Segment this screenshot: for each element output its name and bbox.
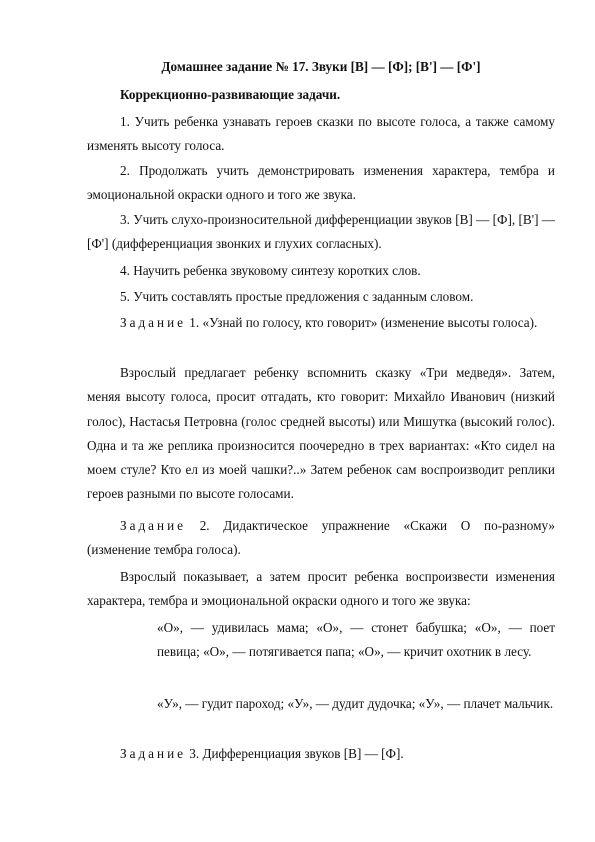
example-quote-1: «О», — удивилась мама; «О», — стонет бабушка; «О», — поет певица; «О», — потягивается папа; «О», — кричит охотник в лесу. [157,620,555,660]
exercise-1-body: Взрослый предлагает ребенку вспомнить сказку «Три медведя». Затем, меняя высоту голоса, просит отгадать, кто говорит: Михайло Иванович (низкий голос), Настасья Петровна (голос средней высоты) или Мишутка (высокий голос). Одна и та же реплика произносится поочередно в трех вариантах: «Кто сидел на моем стуле? Кто ел из моей чашки?..» Затем ребенок сам воспроизводит реплики героев разными по высоте голосами. [87,365,555,502]
page-title: Домашнее задание № 17. Звуки [В] — [Ф]; [В'] — [Ф'] [161,59,481,74]
task-item-1: 1. Учить ребенка узнавать героев сказки по высоте голоса, а также самому изменять высоту голоса. [87,114,555,154]
task-item-2: 2. Продолжать учить демонстрировать изменения характера, тембра и эмоциональной окраски одного и того же звука. [87,163,555,203]
exercise-text: 2. Дидактическое упражнение «Скажи О по-разному» (изменение тембра голоса). [87,518,555,558]
exercise-1-heading [87,311,555,335]
exercise-2-heading [87,514,555,563]
exercise-label: Задание [120,746,186,761]
task-item-3: 3. Учить слухо-произносительной дифференциации звуков [В] — [Ф], [В'] — [Ф'] (дифференциация звонких и глухих согласных). [87,212,555,252]
task-item-5: 5. Учить составлять простые предложения с заданным словом. [120,289,474,304]
exercise-label: Задание [120,315,186,330]
example-quote-2: «У», — гудит пароход; «У», — дудит дудочка; «У», — плачет мальчик. [157,696,554,711]
exercise-2-body: Взрослый показывает, а затем просит ребенка воспроизвести изменения характера, тембра и эмоциональной окраски одного и того же звука: [87,569,555,609]
exercise-text: 3. Дифференциация звуков [В] — [Ф]. [186,746,404,761]
exercise-3-heading [87,742,555,766]
exercise-text: 1. «Узнай по голосу, кто говорит» (изменение высоты голоса). [186,315,538,330]
task-item-4: 4. Научить ребенка звуковому синтезу коротких слов. [120,263,421,278]
subtitle: Коррекционно-развивающие задачи. [120,87,341,102]
exercise-label: Задание [120,518,186,533]
